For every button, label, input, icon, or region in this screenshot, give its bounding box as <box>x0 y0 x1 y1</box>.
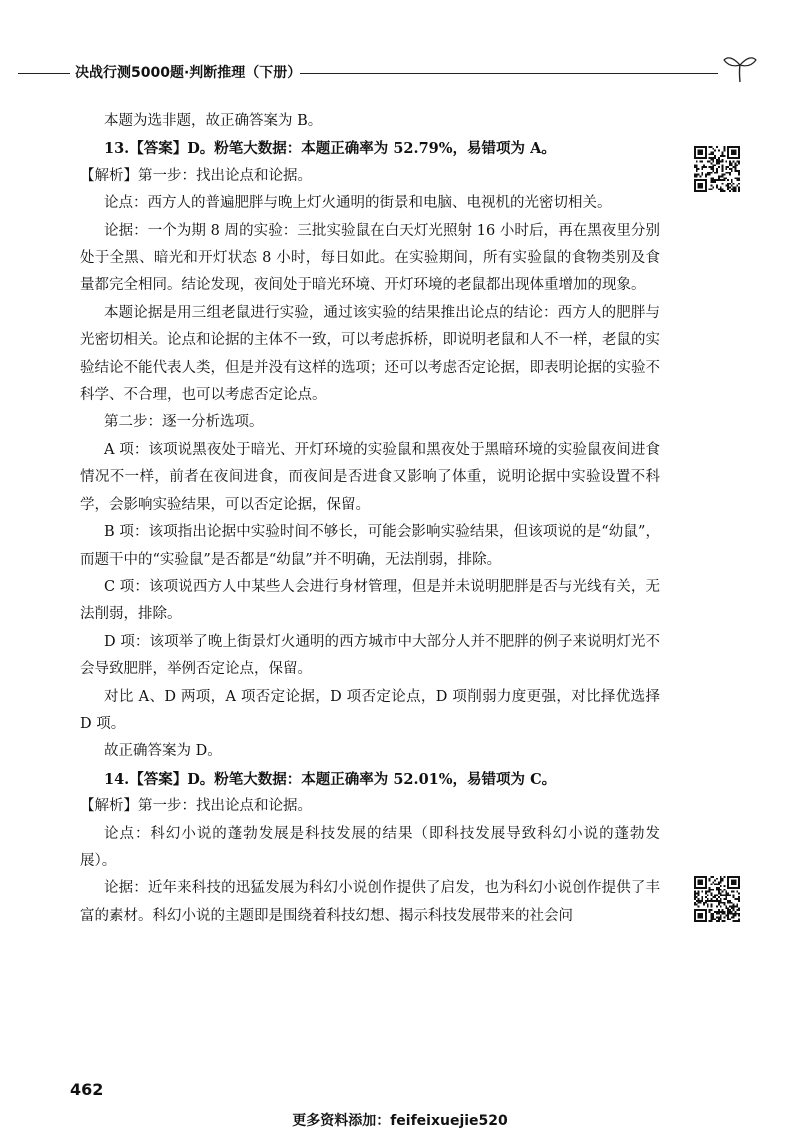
header-rule-left <box>18 73 70 74</box>
paragraph-q13-option-b: B 项：该项指出论据中实验时间不够长，可能会影响实验结果，但该项说的是“幼鼠”，而题干中的“实验鼠”是否都是“幼鼠”并不明确，无法削弱，排除。 <box>80 524 660 568</box>
paragraph-q12-conclusion: 本题为选非题，故正确答案为 B。 <box>104 113 323 129</box>
paragraph-q13-answer: 13.【答案】D。粉笔大数据：本题正确率为 52.79%，易错项为 A。 <box>104 140 556 158</box>
paragraph-q13-reasoning: 本题论据是用三组老鼠进行实验，通过该实验的结果推出论点的结论：西方人的肥胖与光密切相关。论点和论据的主体不一致，可以考虑拆桥，即说明老鼠和人不一样，老鼠的实验结论不能代表人类，但是并没有这样的选项；还可以考虑否定论据，即表明论据的实验不科学、不合理，也可以考虑否定论点。 <box>80 304 660 404</box>
qr-code-icon[interactable] <box>694 876 740 922</box>
running-header <box>0 60 800 90</box>
paragraph-q14-thesis: 论点：科幻小说的蓬勃发展是科技发展的结果（即科技发展导致科幻小说的蓬勃发展）。 <box>80 825 660 869</box>
page-body <box>80 108 660 930</box>
paragraph-q13-option-a: A 项：该项说黑夜处于暗光、开灯环境的实验鼠和黑夜处于黑暗环境的实验鼠夜间进食情况不一样，前者在夜间进食，而夜间是否进食又影响了体重，说明论据中实验设置不科学，会影响实验结果，可以否定论据，保留。 <box>80 441 660 513</box>
paragraph-q14-evidence: 论据：近年来科技的迅猛发展为科幻小说创作提供了启发，也为科幻小说创作提供了丰富的素材。科幻小说的主题即是围绕着科技幻想、揭示科技发展带来的社会问 <box>80 880 660 924</box>
paragraph-q13-option-c: C 项：该项说西方人中某些人会进行身材管理，但是并未说明肥胖是否与光线有关，无法削弱，排除。 <box>80 578 660 623</box>
qr-code-icon[interactable] <box>694 146 740 192</box>
paragraph-q14-analysis-head: 【解析】第一步：找出论点和论据。 <box>80 798 312 815</box>
sprout-icon <box>722 50 758 84</box>
paragraph-q14-answer: 14.【答案】D。粉笔大数据：本题正确率为 52.01%，易错项为 C。 <box>104 770 557 788</box>
header-title: 决战行测5000题·判断推理（下册） <box>75 65 302 81</box>
footer-note: 更多资料添加：feifeixuejie520 <box>292 1113 508 1129</box>
paragraph-q13-analysis-head: 【解析】第一步：找出论点和论据。 <box>80 167 312 184</box>
page-number: 462 <box>70 1080 104 1099</box>
paragraph-q13-step2: 第二步：逐一分析选项。 <box>104 414 264 431</box>
paragraph-q13-compare: 对比 A、D 两项，A 项否定论据，D 项否定论点，D 项削弱力度更强，对比择优选择 D 项。 <box>80 688 660 732</box>
paragraph-q13-conclusion: 故正确答案为 D。 <box>104 743 222 760</box>
paragraph-q13-evidence: 论据：一个为期 8 周的实验：三批实验鼠在白天灯光照射 16 小时后，再在黑夜里分别处于全黑、暗光和开灯状态 8 小时，每日如此。在实验期间，所有实验鼠的食物类别及食量都完全相同。结论发现，夜间处于暗光环境、开灯环境的老鼠都出现体重增加的现象。 <box>80 222 660 294</box>
header-rule-right <box>300 73 718 74</box>
paragraph-q13-option-d: D 项：该项举了晚上街景灯火通明的西方城市中大部分人并不肥胖的例子来说明灯光不会导致肥胖，举例否定论点，保留。 <box>80 633 660 678</box>
paragraph-q13-thesis: 论点：西方人的普遍肥胖与晚上灯火通明的街景和电脑、电视机的光密切相关。 <box>104 195 612 212</box>
